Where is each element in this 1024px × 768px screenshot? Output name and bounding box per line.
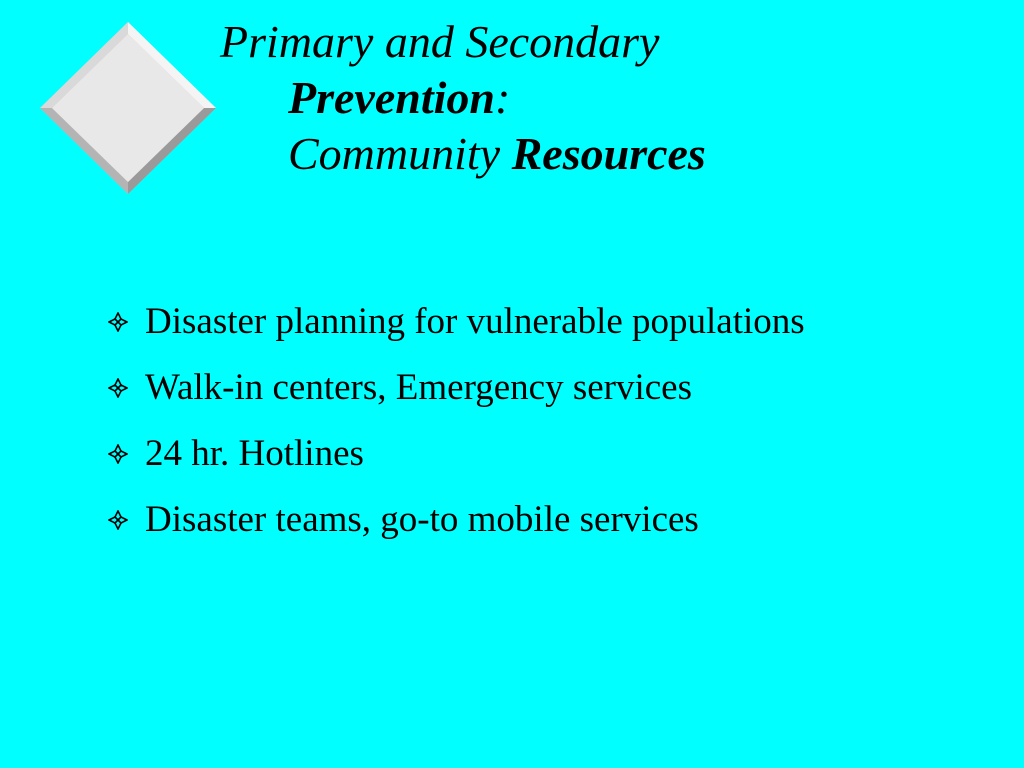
title-prevention: Prevention [288,72,495,123]
slide-title [220,14,980,182]
bullet-list [108,298,988,562]
bullet-text: 24 hr. Hotlines [145,433,364,474]
title-community: Community [288,128,501,179]
diamond-icon [40,22,216,194]
diamond-bullet-icon [108,444,128,464]
bullet-item [108,430,988,478]
title-resources: Resources [511,128,706,179]
bullet-item [108,298,988,346]
bullet-text: Disaster planning for vulnerable populations [145,301,805,342]
title-line-2 [220,70,980,126]
bullet-item [108,496,988,544]
bullet-text: Walk-in centers, Emergency services [145,367,692,408]
diamond-bullet-icon [108,510,128,530]
bullet-text: Disaster teams, go-to mobile services [145,499,699,540]
bullet-item [108,364,988,412]
title-colon: : [494,72,511,123]
title-line-1: Primary and Secondary [220,16,660,67]
diamond-bullet-icon [108,378,128,398]
title-line-3 [220,126,980,182]
diamond-bullet-icon [108,312,128,332]
